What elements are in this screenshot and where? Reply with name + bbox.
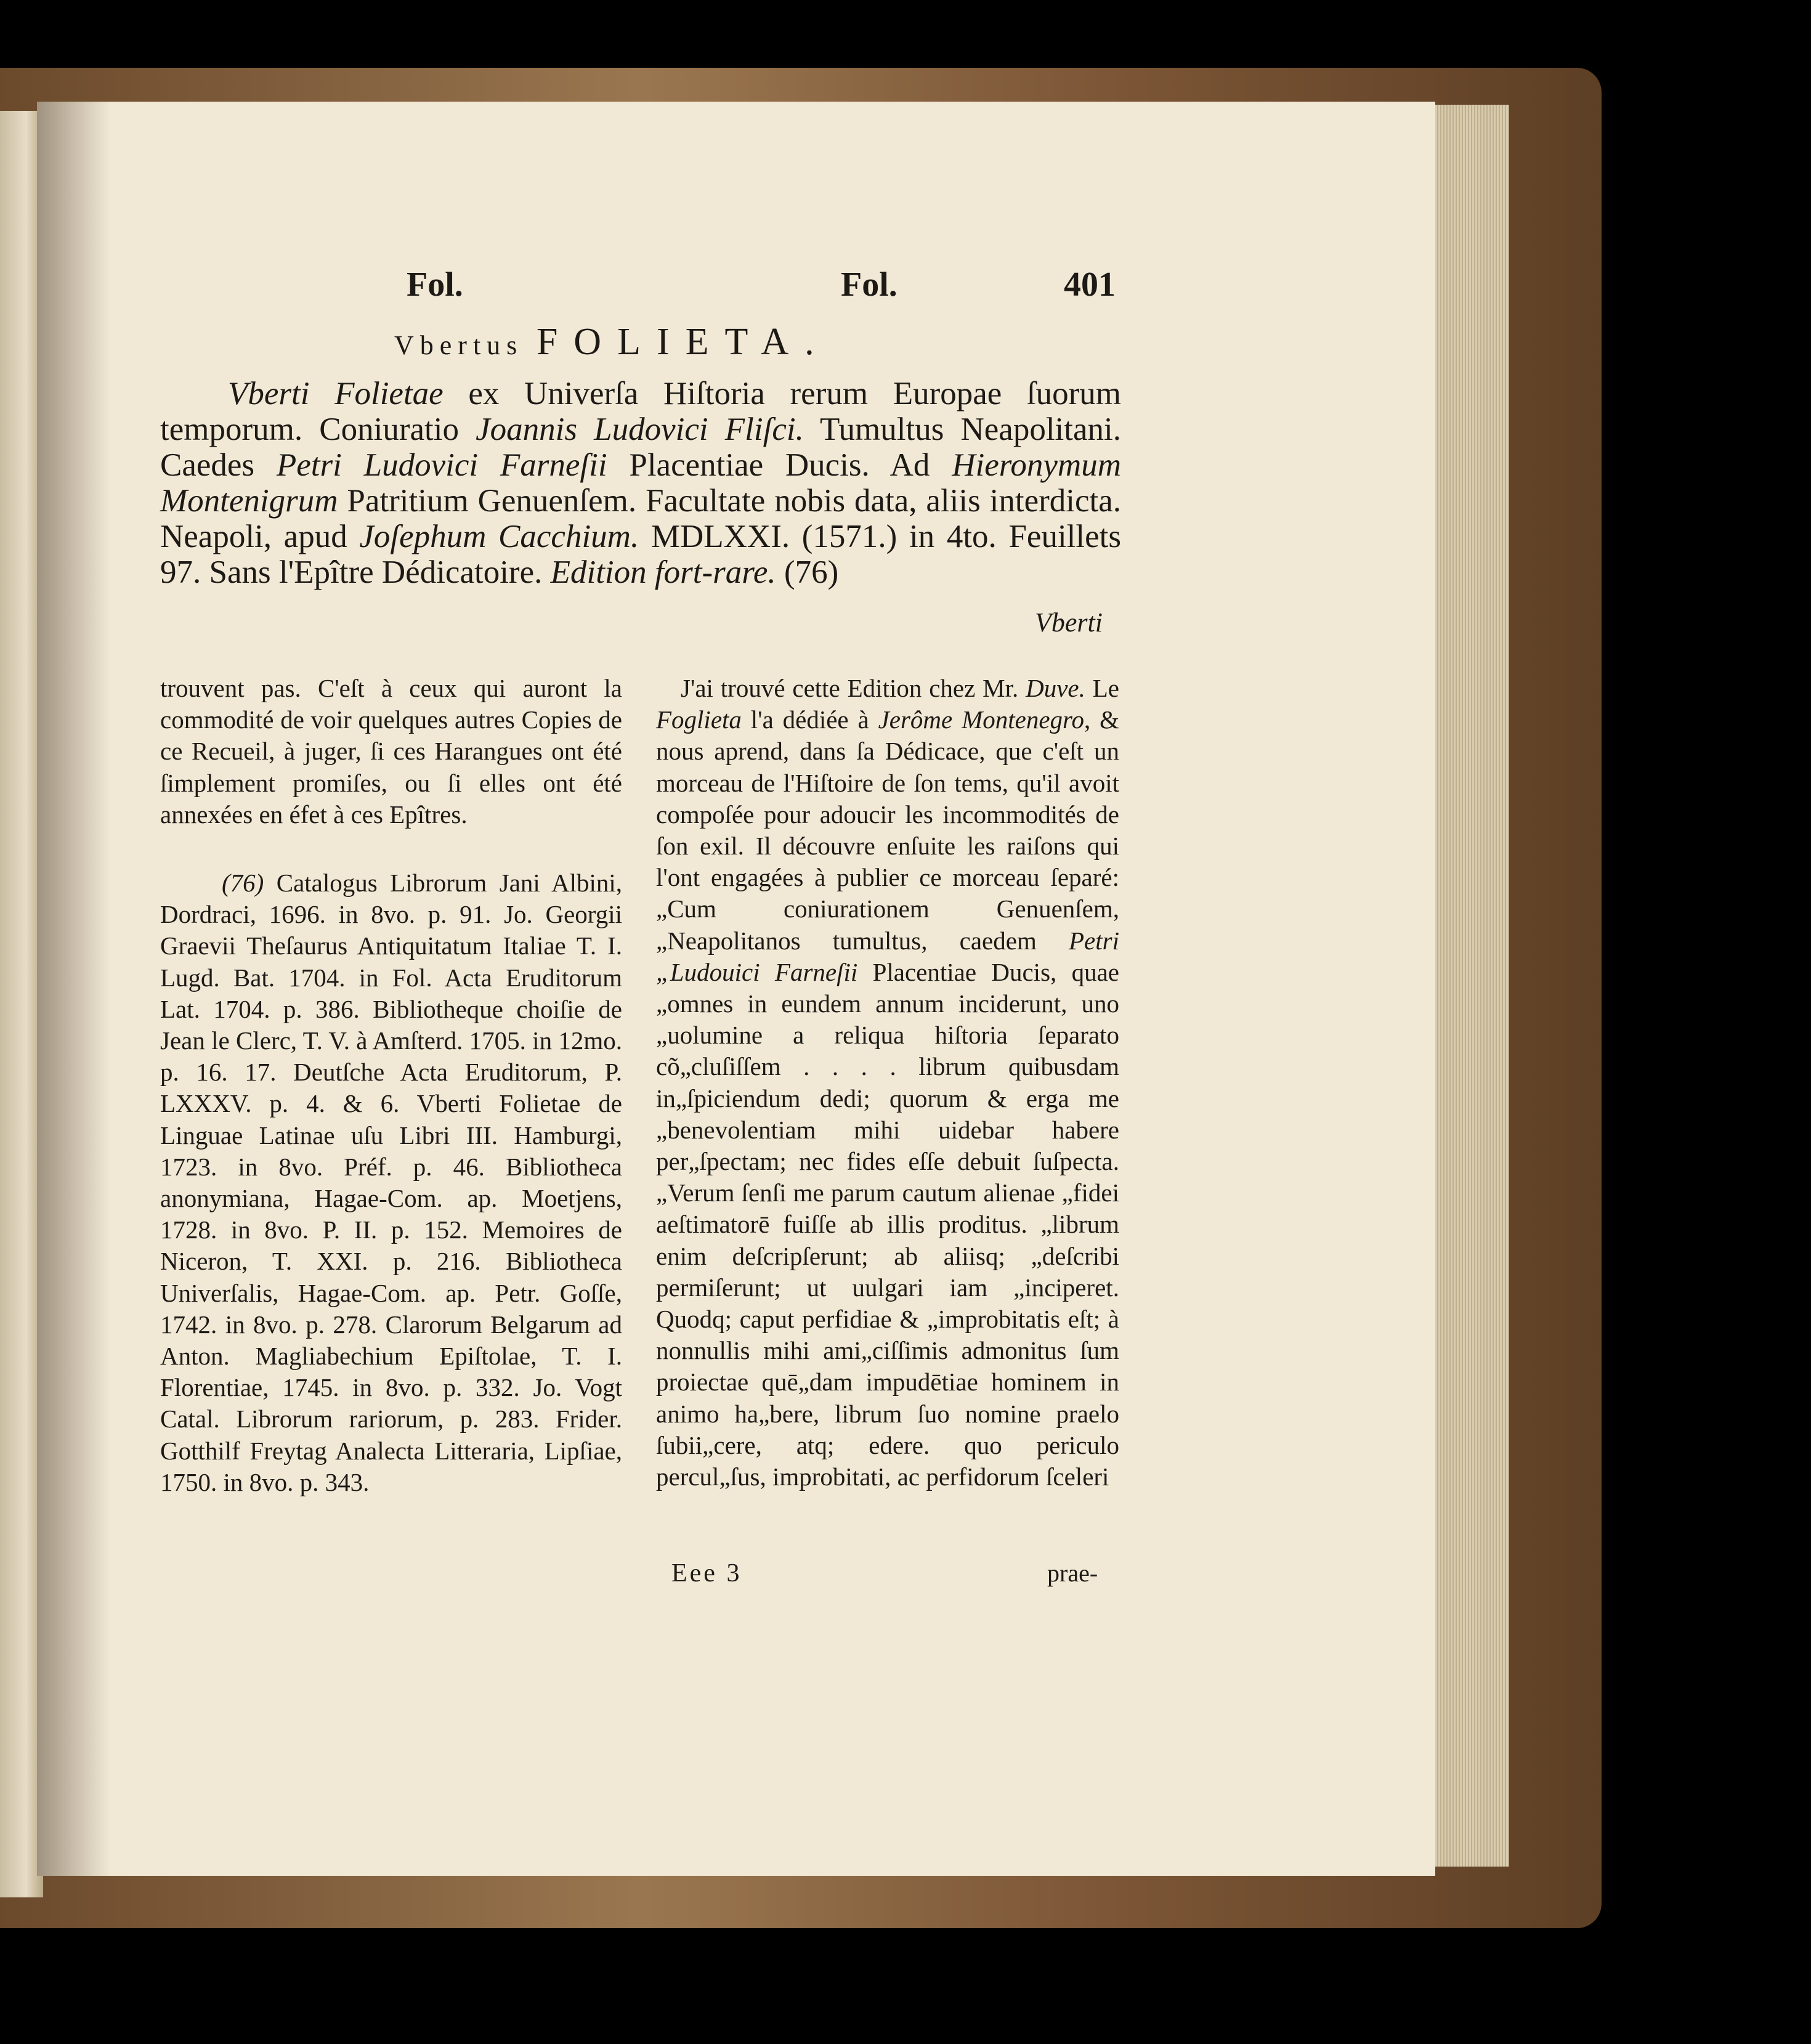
entry-text: Patritium Genuenſem. Facultate nobis data, aliis interdicta. Neapoli, apud [160,483,1121,554]
gutter-shadow [37,102,111,1876]
running-head-right: Fol. [841,266,897,304]
right-text: J'ai trouvé cette Edition chez Mr. [681,674,1026,702]
running-head-left: Fol. [407,266,463,304]
entry-title [394,320,830,364]
footnote-mark: (76) [222,869,264,898]
page-number: 401 [1064,266,1116,304]
left-column [160,673,622,1498]
entry-italic: Hieronymum Montenigrum [160,447,1121,519]
right-text: l'a dédiée à [741,705,878,734]
title-surname: FOLIETA. [536,321,830,363]
footnote-text: Catalogus Librorum Jani Albini, Dordraci, 1696. in 8vo. p. 91. Jo. Georgii Graevii Theſaurus Antiquitatum Italiae T. I. Lugd. Bat. 1704. in Fol. Acta Eruditorum Lat. 1704. p. 386. Bibliotheque choiſie de Jean le Clerc, T. V. à Amſterd. 1705. in 12mo. p. 16. 17. Deutſche Acta Eruditorum, P. LXXXV. p. 4. & 6. Vberti Folietae de Linguae Latinae uſu Libri III. Hamburgi, 1723. in 8vo. Préf. p. 46. Bibliotheca anonymiana, Hagae-Com. ap. Moetjens, 1728. in 8vo. P. II. p. 152. Memoires de Niceron, T. XXI. p. 216. Bibliotheca Univerſalis, Hagae-Com. ap. Petr. Goſſe, 1742. in 8vo. p. 278. Clarorum Belgarum ad Anton. Magliabechium Epiſtolae, T. I. Florentiae, 1745. in 8vo. p. 332. Jo. Vogt Catal. Librorum rariorum, p. 283. Frider. Gotthilf Freytag Analecta Litteraria, Lipſiae, 1750. in 8vo. p. 343. [160,869,622,1496]
right-italic: Foglieta [656,705,742,734]
title-forename: Vbertus [394,330,524,360]
entry-text: Tumultus Neapolitani. Caedes [160,412,1121,483]
entry-text: Placentiae Ducis. Ad [607,447,952,483]
page-block-edges [1435,105,1509,1867]
entry-author: Vberti Folietae [228,376,444,412]
entry-text: ex Univerſa Hiſtoria rerum Europae ſuorum temporum. Coniuratio [160,376,1121,447]
right-column [656,673,1119,1493]
right-text: , & nous aprend, dans ſa Dédicace, que c'eſt un morceau de l'Hiſtoire de ſon tems, qu'il avoit compoſée pour adoucir les incommodités de ſon exil. Il découvre enſuite les raiſons qui l'ont engagées à publier ce morceau ſeparé: „Cum coniurationem Genuenſem, „Neapolitanos tumultus, caedem [656,705,1119,955]
entry-italic: Joannis Ludovici Fliſci. [476,412,804,447]
bibliographic-entry [160,376,1121,590]
footnote-76 [160,867,622,1498]
entry-italic: Edition fort-rare. [550,554,776,590]
right-italic: Jerôme Montenegro [878,705,1084,734]
right-text: Placentiae Ducis, quae „omnes in eundem annum inciderunt, uno „uolumine a reliqua hiſtoria ſeparato cõ„cluſiſſem . . . . librum quibusdam in„ſpiciendum dedi; quorum & erga me „benevolentiam mihi uidebar habere per„ſpectam; nec fides eſſe debuit ſuſpecta. „Verum ſenſi me parum cautum alienae „fidei aeſtimatorē fuiſſe ab illis proditus. „librum enim deſcripſerunt; ab aliisq; „deſcribi permiſerunt; ut uulgari iam „inciperet. Quodq; caput perfidiae & „improbitatis eſt; à nonnullis mihi ami„ciſſimis admonitus ſum proiectae quē„dam impudētiae hominem in animo ha„bere, librum ſuo nomine praelo ſubii„cere, atq; edere. quo periculo percul„ſus, improbitati, ac perfidorum ſceleri [656,957,1119,1491]
catchword-top: Vberti [1035,607,1103,638]
right-text: Le [1085,674,1119,702]
entry-text: MDLXXI. (1571.) in 4to. Feuillets 97. Sans l'Epître Dédicatoire. [160,519,1122,590]
entry-footnote-ref: (76) [776,554,839,590]
right-italic: Duve. [1026,674,1085,702]
entry-italic: Joſephum Cacchium. [359,519,639,554]
left-paragraph: trouvent pas. C'eſt à ceux qui auront la commodité de voir quelques autres Copies de ce Recueil, à juger, ſi ces Harangues ont été ſimplement promiſes, ou ſi elles ont été annexées en éfet à ces Epîtres. [160,674,622,829]
catchword-bottom: prae- [1047,1559,1098,1587]
right-paragraph [656,673,1119,1493]
entry-italic: Petri Ludovici Farneſii [276,447,607,483]
right-italic: Petri „Ludouici Farneſii [656,926,1119,986]
signature-mark: Eee 3 [671,1559,742,1588]
